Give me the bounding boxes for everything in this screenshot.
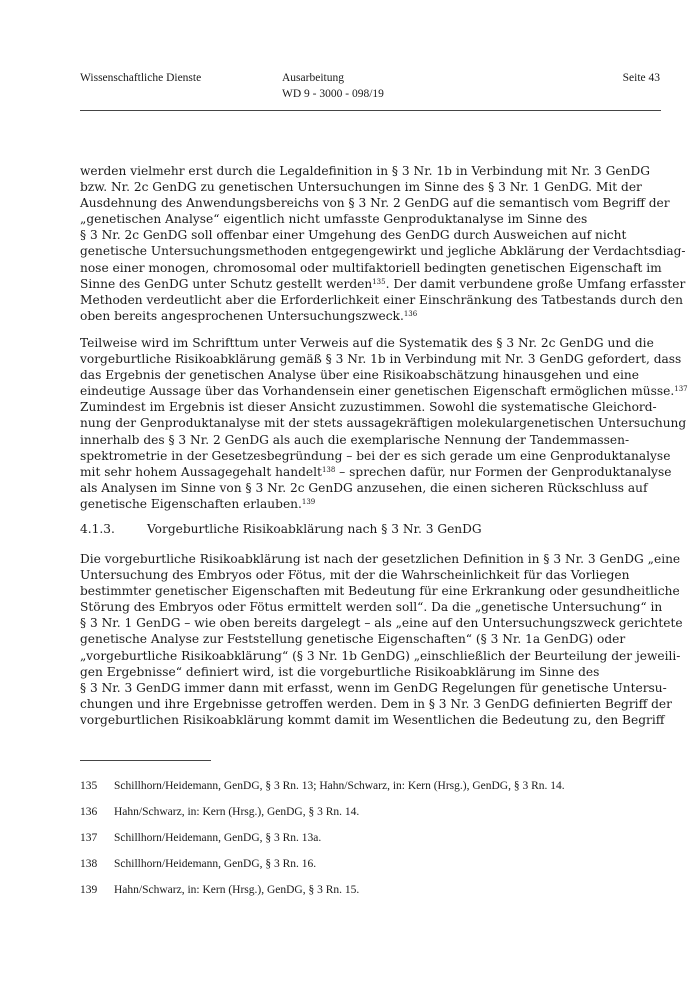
- text-line: [80, 308, 686, 324]
- footnote-135: [80, 780, 565, 792]
- text-line: Untersuchung des Embryos oder Fötus, mit der die Wahrscheinlichkeit für das Vorliegen: [80, 568, 630, 583]
- footnote-text: Hahn/Schwarz, in: Kern (Hrsg.), GenDG, § 3 Rn. 14.: [114, 806, 360, 818]
- text-line: § 3 Nr. 2c GenDG soll offenbar einer Umgehung des GenDG durch Ausweichen auf nicht: [80, 228, 627, 243]
- header-document-info: [282, 70, 384, 102]
- header-doc-type: Ausarbeitung: [282, 72, 344, 84]
- text-line: genetische Analyse zur Feststellung genetische Eigenschaften“ (§ 3 Nr. 1a GenDG) oder: [80, 632, 626, 647]
- text-line: vorgeburtlichen Risikoabklärung kommt damit im Wesentlichen die Bedeutung zu, den Begriff: [80, 712, 665, 727]
- text-line: Teilweise wird im Schrifttum unter Verweis auf die Systematik des § 3 Nr. 2c GenDG und die: [80, 336, 654, 350]
- text-segment: Sinne des GenDG unter Schutz gestellt werden: [80, 276, 373, 291]
- text-line: bestimmter genetischer Eigenschaften mit Bedeutung für eine Erkrankung oder gesundheitliche: [80, 584, 680, 599]
- text-line: chungen und ihre Ergebnisse getroffen werden. Dem in § 3 Nr. 3 GenDG definierten Begriff der: [80, 696, 672, 711]
- paragraph-1: [80, 163, 686, 324]
- text-line: als Analysen im Sinne von § 3 Nr. 2c GenDG anzusehen, die einen sicheren Rückschluss auf: [80, 480, 648, 495]
- footnote-number: 137: [80, 832, 98, 844]
- text-line: werden vielmehr erst durch die Legaldefinition in § 3 Nr. 1b in Verbindung mit Nr. 3 GenDG: [80, 164, 650, 178]
- text-line: § 3 Nr. 1 GenDG – wie oben bereits dargelegt – als „eine auf den Untersuchungszweck gerichtete: [80, 616, 683, 631]
- header-rule: [80, 110, 661, 111]
- text-segment: – sprechen dafür, nur Formen der Genproduktanalyse: [335, 464, 672, 479]
- footnote-text: Schillhorn/Heidemann, GenDG, § 3 Rn. 13a.: [114, 832, 322, 844]
- footnote-137: [80, 832, 321, 844]
- text-line: nose einer monogen, chromosomal oder multifaktoriell bedingten genetischen Eigenschaft im: [80, 260, 662, 275]
- text-segment: genetische Eigenschaften erlauben.: [80, 496, 302, 511]
- footnote-136: [80, 806, 359, 818]
- paragraph-3: [80, 551, 683, 728]
- text-line: das Ergebnis der genetischen Analyse über eine Risikoabschätzung hinausgehen und eine: [80, 368, 639, 383]
- footnote-number: 136: [80, 806, 98, 818]
- text-line: Ausdehnung des Anwendungsbereichs von § 3 Nr. 2 GenDG auf die semantisch vom Begriff der: [80, 196, 670, 211]
- section-title: Vorgeburtliche Risikoabklärung nach § 3 Nr. 3 GenDG: [147, 522, 482, 536]
- footnote-text: Schillhorn/Heidemann, GenDG, § 3 Rn. 16.: [114, 858, 317, 870]
- text-line: Störung des Embryos oder Fötus ermittelt werden soll“. Da die „genetische Untersuchung“ in: [80, 600, 663, 615]
- header-doc-number: WD 9 - 3000 - 098/19: [282, 88, 384, 100]
- footnote-ref-138[interactable]: 138: [321, 465, 336, 474]
- footnote-ref-136[interactable]: 136: [403, 309, 418, 318]
- text-line: „vorgeburtliche Risikoabklärung“ (§ 3 Nr. 1b GenDG) „einschließlich der Beurteilung der jeweili-: [80, 648, 681, 663]
- text-line: genetische Untersuchungsmethoden entgegengewirkt und jegliche Abklärung der Verdachtsdiag-: [80, 244, 686, 259]
- footnote-number: 135: [80, 780, 98, 792]
- text-line: innerhalb des § 3 Nr. 2 GenDG als auch die exemplarische Nennung der Tandemmassen-: [80, 432, 630, 447]
- text-segment: eindeutige Aussage über das Vorhandensein einer genetischen Eigenschaft ermöglichen müsse.: [80, 384, 675, 399]
- footnote-ref-139[interactable]: 139: [301, 497, 316, 506]
- footnote-138: [80, 858, 316, 870]
- text-line: „genetischen Analyse“ eigentlich nicht umfasste Genproduktanalyse im Sinne des: [80, 212, 588, 227]
- text-line: bzw. Nr. 2c GenDG zu genetischen Untersuchungen im Sinne des § 3 Nr. 1 GenDG. Mit der: [80, 180, 642, 195]
- text-line: § 3 Nr. 3 GenDG immer dann mit erfasst, wenn im GenDG Regelungen für genetische Untersu-: [80, 680, 667, 695]
- text-line: vorgeburtliche Risikoabklärung gemäß § 3 Nr. 1b in Verbindung mit Nr. 3 GenDG gefordert, dass: [80, 352, 682, 367]
- paragraph-2: [80, 335, 688, 512]
- text-segment: mit sehr hohem Aussagegehalt handelt: [80, 464, 322, 479]
- footnote-text: Schillhorn/Heidemann, GenDG, § 3 Rn. 13; Hahn/Schwarz, in: Kern (Hrsg.), GenDG, § 3 Rn. 14.: [114, 780, 565, 792]
- text-line: spektrometrie in der Gesetzesbegründung – bei der es sich gerade um eine Genproduktanalyse: [80, 448, 671, 463]
- header-page-number: Seite 43: [622, 72, 660, 84]
- text-segment: . Der damit verbundene große Umfang erfasster: [385, 276, 686, 291]
- text-line: [80, 464, 688, 480]
- text-line: [80, 496, 688, 512]
- text-line: Zumindest im Ergebnis ist dieser Ansicht zuzustimmen. Sowohl die systematische Gleichord-: [80, 400, 657, 415]
- footnote-ref-135[interactable]: 135: [372, 277, 386, 286]
- header-organization: Wissenschaftliche Dienste: [80, 72, 202, 84]
- text-line: [80, 383, 688, 399]
- footnote-text: Hahn/Schwarz, in: Kern (Hrsg.), GenDG, § 3 Rn. 15.: [114, 884, 360, 896]
- text-line: nung der Genproduktanalyse mit der stets aussagekräftigen molekulargenetischen Untersuchung: [80, 416, 687, 431]
- section-number: 4.1.3.: [80, 522, 115, 536]
- text-line: [80, 276, 686, 292]
- section-heading: [80, 521, 482, 537]
- footnote-separator: [80, 760, 211, 761]
- text-line: Die vorgeburtliche Risikoabklärung ist nach der gesetzlichen Definition in § 3 Nr. 3 GenDG „eine: [80, 552, 681, 566]
- footnote-number: 139: [80, 884, 98, 896]
- text-line: Methoden verdeutlicht aber die Erforderlichkeit einer Einschränkung des Tatbestands durch den: [80, 292, 683, 307]
- footnote-139: [80, 884, 359, 896]
- text-segment: oben bereits angesprochenen Untersuchungszweck.: [80, 308, 404, 323]
- text-line: gen Ergebnisse“ definiert wird, ist die vorgeburtliche Risikoabklärung im Sinne des: [80, 664, 600, 679]
- footnote-ref-137[interactable]: 137: [674, 385, 688, 394]
- footnote-number: 138: [80, 858, 98, 870]
